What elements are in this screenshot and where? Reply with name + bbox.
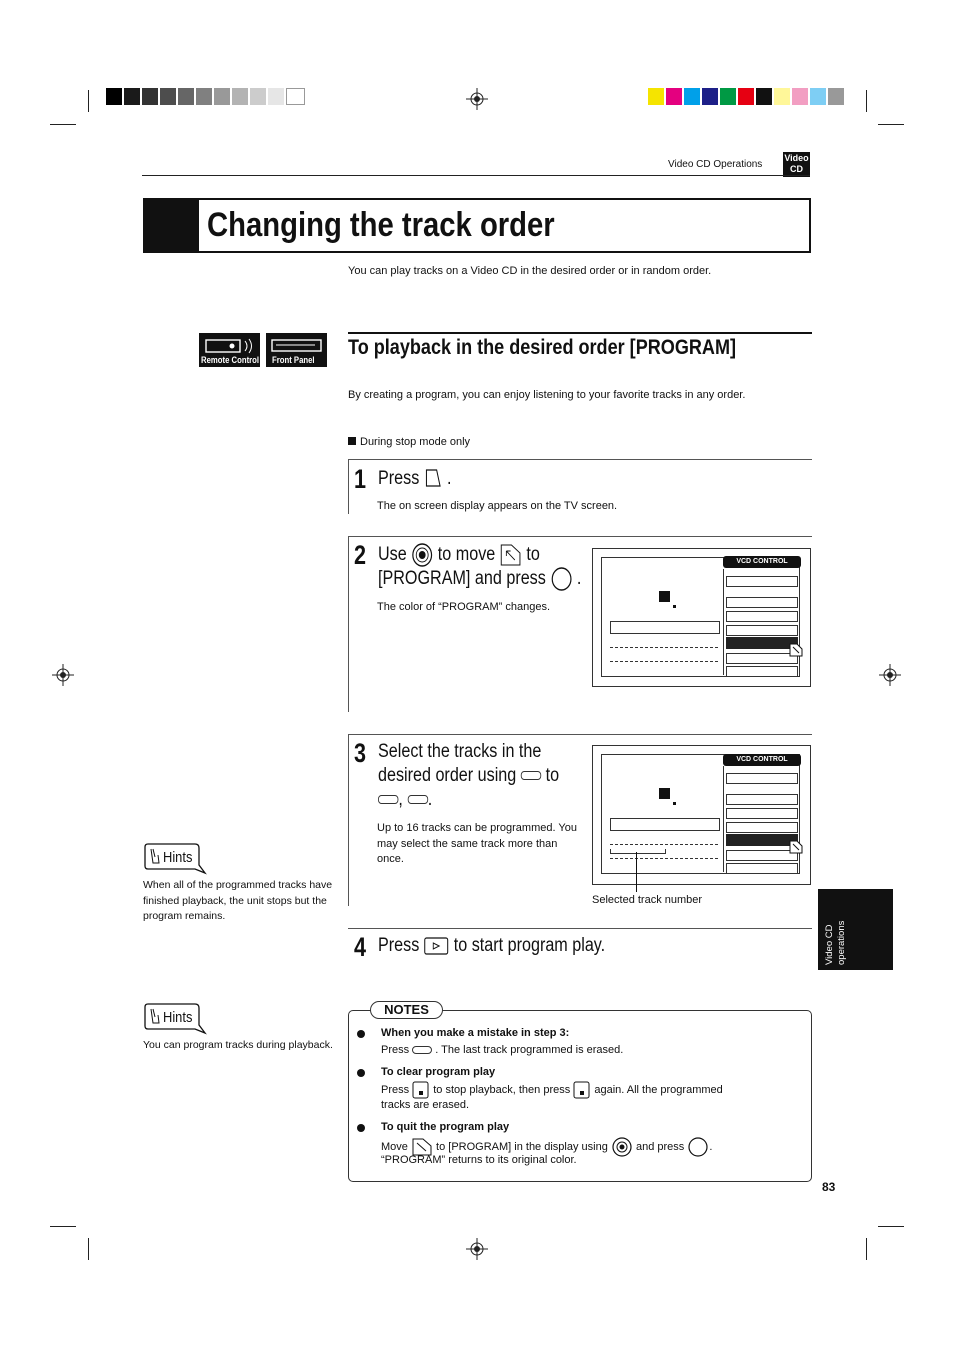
osd-dot: [673, 605, 676, 608]
square-bullet-icon: [348, 437, 356, 445]
enter-button-icon: [550, 566, 572, 592]
step-1-number: 1: [354, 464, 367, 494]
osd-track-slots: [610, 858, 718, 860]
step-rule: [348, 734, 812, 735]
registration-target-icon: [466, 88, 488, 110]
remote-control-badge: Remote Control: [199, 333, 260, 367]
hint-text: You can program tracks during playback.: [143, 1039, 333, 1051]
step-4-number: 4: [354, 932, 367, 962]
step-2-number: 2: [354, 540, 367, 570]
step-1-note: The on screen display appears on the TV screen.: [377, 500, 618, 512]
osd-menu-item: [726, 666, 798, 677]
osd-menu-item: [726, 611, 798, 622]
crop-mark: [866, 1238, 867, 1260]
pointer-arrow-icon: [500, 543, 522, 567]
osd-menu-item: [726, 576, 798, 587]
registration-target-icon: [52, 664, 74, 686]
selected-track-caption: Selected track number: [592, 894, 703, 906]
crop-mark: [878, 1226, 904, 1227]
note-title: To clear program play: [381, 1066, 496, 1078]
front-panel-badge: Front Panel: [266, 333, 327, 367]
crop-mark: [50, 124, 76, 125]
video-cd-badge: Video CD: [783, 152, 810, 177]
tv-screen-mockup: [592, 745, 811, 885]
crop-mark: [88, 90, 89, 112]
step-bracket: [348, 536, 349, 712]
osd-track-field: [610, 621, 720, 634]
crop-mark: [878, 124, 904, 125]
step-3-instruction-line2: desired order using to: [378, 765, 560, 786]
hint-text: When all of the programmed tracks have finished playback, the unit stops but the program remains.: [143, 879, 333, 922]
play-button-icon: [424, 936, 450, 956]
mode-note: During stop mode only: [348, 435, 470, 451]
osd-indicator: [659, 788, 670, 799]
osd-menu-item: [726, 597, 798, 608]
note-title: To quit the program play: [381, 1121, 510, 1133]
step-2-instruction: Use to move to: [378, 542, 540, 568]
osd-menu-item: [726, 794, 798, 805]
osd-track-field: [610, 818, 720, 831]
osd-menu-item: [726, 625, 798, 636]
enter-button-icon: [687, 1136, 709, 1158]
section-intro: By creating a program, you can enjoy listening to your favorite tracks in any order.: [348, 389, 746, 401]
registration-target-icon: [879, 664, 901, 686]
osd-pointer-icon: [788, 839, 804, 855]
osd-track-slots: [610, 844, 718, 846]
section-rule: [348, 332, 812, 334]
osd-dot: [673, 802, 676, 805]
step-rule: [348, 928, 812, 929]
hints-badge: Hints: [143, 1003, 207, 1040]
step-3-instruction-line3: , .: [378, 788, 432, 812]
note-title: When you make a mistake in step 3:: [381, 1027, 570, 1039]
step-2-instruction-line2: [PROGRAM] and press .: [378, 566, 581, 592]
step-bracket: [348, 459, 349, 514]
note-text: Press . The last track programmed is erased.: [381, 1044, 624, 1056]
hints-badge: Hints: [143, 843, 207, 880]
note-text: Press to stop playback, then press again. All the programmed: [381, 1081, 723, 1099]
cursor-joystick-icon: [411, 542, 433, 568]
header-rule: [142, 175, 810, 176]
step-1-instruction: Press .: [378, 468, 452, 489]
step-3-number: 3: [354, 738, 367, 768]
step-rule: [348, 536, 812, 537]
osd-track-slots: [610, 661, 718, 663]
crop-mark: [88, 1238, 89, 1260]
page-number: 83: [822, 1180, 836, 1194]
running-header: Video CD Operations: [668, 159, 763, 170]
step-4-instruction: Press to start program play.: [378, 935, 606, 956]
section-heading: To playback in the desired order [PROGRAM]: [348, 336, 737, 359]
stop-button-icon: [573, 1081, 591, 1099]
cursor-joystick-icon: [611, 1136, 633, 1158]
note-text: “PROGRAM” returns to its original color.: [381, 1154, 577, 1166]
osd-menu-item: [726, 863, 798, 874]
step-rule: [348, 459, 812, 460]
osd-divider: [723, 766, 724, 872]
osd-track-slots: [610, 647, 718, 649]
note-text: tracks are erased.: [381, 1099, 470, 1111]
step-3-note: Up to 16 tracks can be programmed. You may select the same track more than once.: [377, 822, 577, 865]
title-block: [145, 200, 199, 251]
osd-divider: [723, 569, 724, 675]
osd-indicator: [659, 591, 670, 602]
page-title: Changing the track order: [207, 206, 555, 244]
step-bracket: [348, 734, 349, 906]
step-3-instruction: Select the tracks in the: [378, 741, 542, 762]
vcd-control-label: VCD CONTROL: [723, 754, 801, 766]
tv-screen-mockup: [592, 548, 811, 687]
notes-label: NOTES: [370, 1001, 443, 1019]
bullet-icon: [357, 1069, 365, 1077]
osd-selected-track-marker: [610, 849, 666, 854]
note-text: Move to [PROGRAM] in the display using and press .: [381, 1136, 712, 1158]
callout-line: [636, 852, 637, 892]
side-tab: Video CD operations: [818, 889, 893, 970]
intro-text: You can play tracks on a Video CD in the desired order or in random order.: [348, 265, 712, 277]
crop-mark: [50, 1226, 76, 1227]
cancel-button-icon: [412, 1046, 432, 1054]
osd-menu-item: [726, 808, 798, 819]
numeric-button-icon: [378, 795, 398, 804]
vcd-control-label: VCD CONTROL: [723, 556, 801, 568]
bullet-icon: [357, 1124, 365, 1132]
osd-pointer-icon: [788, 642, 804, 658]
osd-menu-item: [726, 822, 798, 833]
crop-mark: [866, 90, 867, 112]
numeric-button-icon: [521, 771, 541, 780]
osd-menu-item: [726, 773, 798, 784]
registration-target-icon: [466, 1238, 488, 1260]
bullet-icon: [357, 1030, 365, 1038]
vcd-control-button-icon: [424, 468, 443, 490]
numeric-button-icon: [407, 795, 427, 804]
step-2-note: The color of “PROGRAM” changes.: [377, 601, 551, 613]
